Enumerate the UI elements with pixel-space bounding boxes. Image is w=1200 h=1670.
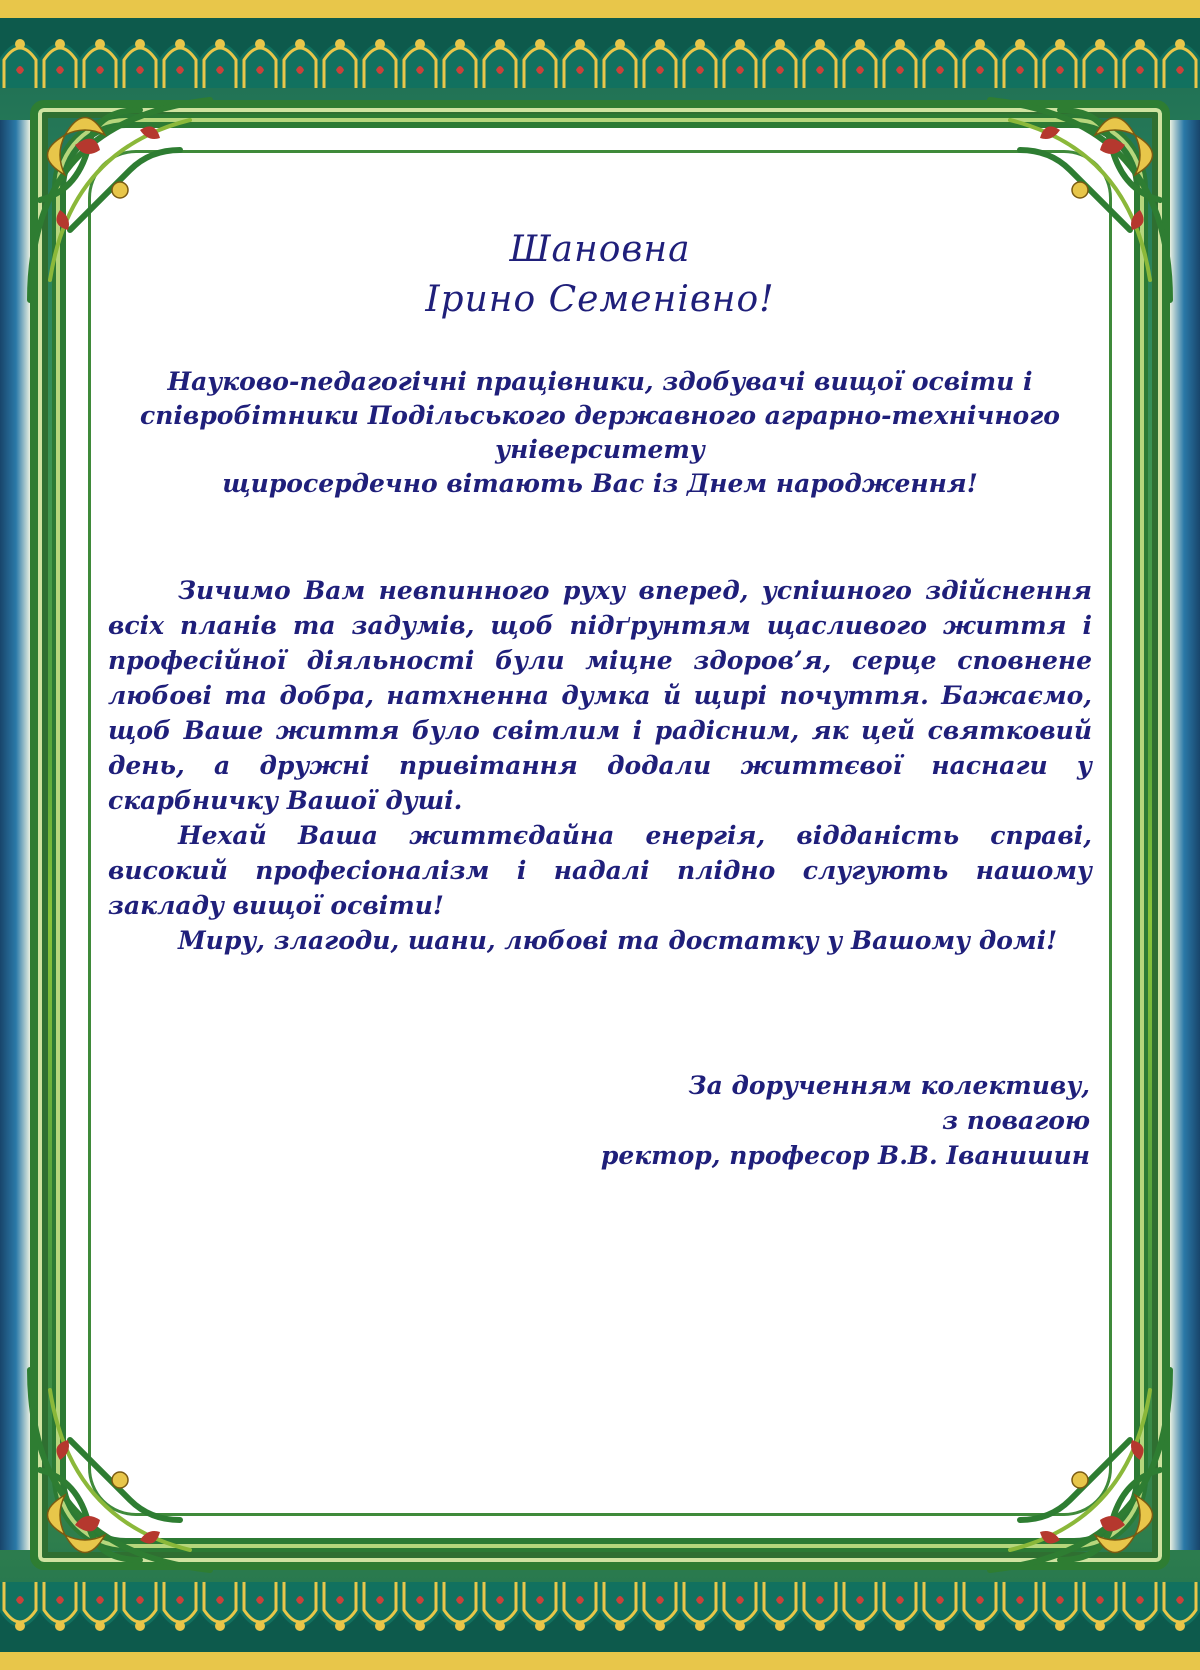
intro-line-2: співробітники Подільського державного аграрно-технічного	[140, 401, 1060, 430]
wishes-paragraph-2: Нехай Ваша життєдайна енергія, відданість справі, високий професіоналізм і надалі плідно слугують нашому закладу вищої освіти!	[108, 821, 1092, 920]
top-band-pattern	[0, 18, 1200, 88]
signature-line-1: За дорученням колективу,	[688, 1071, 1090, 1100]
top-gold-edge	[0, 0, 1200, 18]
salutation-line-2: Ірино Семенівно!	[425, 279, 775, 320]
bottom-ornamental-band	[0, 1582, 1200, 1652]
wishes-paragraph-3: Миру, злагоди, шани, любові та достатку у Вашому домі!	[178, 926, 1058, 955]
signature-block	[108, 1068, 1092, 1173]
wishes-block	[108, 573, 1092, 958]
wishes-paragraph-1: Зичимо Вам невпинного руху вперед, успішного здійснення всіх планів та задумів, щоб підґрунтям щасливого життя і професійної діяльності були міцне здоров’я, серце сповнене любові та добра, натхненна думка й щирі почуття. Бажаємо, щоб Ваше життя було світлим і радісним, як цей святковий день, а дружні привітання додали життєвої наснаги у скарбничку Вашої душі.	[108, 576, 1092, 815]
intro-line-1: Науково-педагогічні працівники, здобувачі вищої освіти і	[167, 367, 1033, 396]
top-ornamental-band	[0, 18, 1200, 88]
intro-line-4: щиросердечно вітають Вас із Днем народження!	[222, 469, 978, 498]
salutation	[108, 225, 1092, 325]
bottom-band-pattern	[0, 1582, 1200, 1652]
letter-content	[108, 225, 1092, 1173]
signature-line-3: ректор, професор В.В. Іванишин	[600, 1141, 1090, 1170]
intro-block	[108, 365, 1092, 501]
signature-line-2: з повагою	[942, 1106, 1090, 1135]
intro-line-3: університету	[495, 435, 705, 464]
bottom-gold-edge	[0, 1652, 1200, 1670]
salutation-line-1: Шановна	[509, 229, 691, 270]
